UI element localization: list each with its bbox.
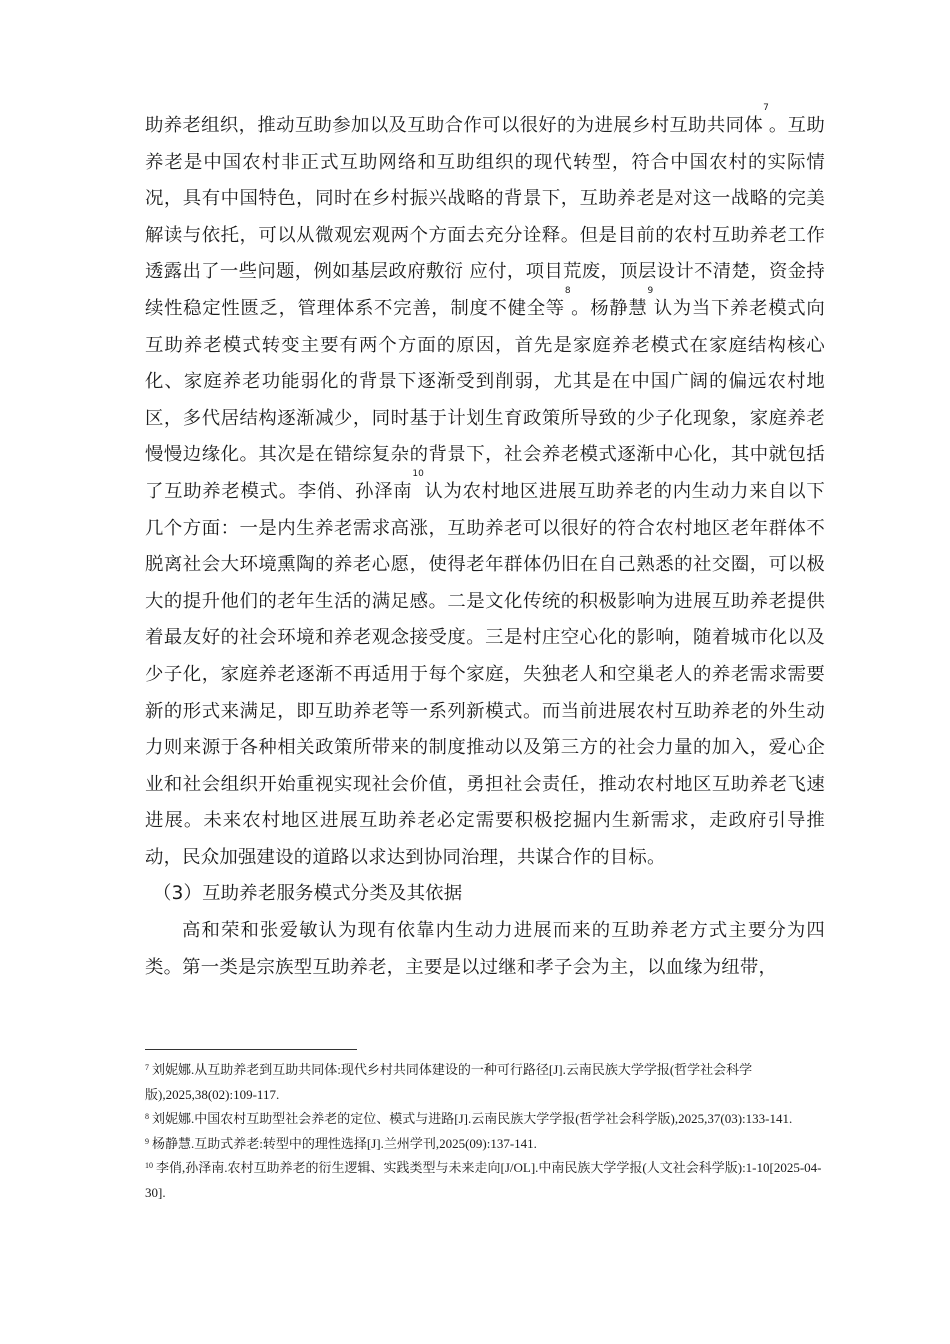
footnote-number: 7 [145, 1063, 149, 1072]
main-text [145, 103, 825, 986]
footnote-number: 9 [145, 1136, 149, 1146]
text-run: 认为农村地区进展互助养老的内生动力来自以下几个方面：一是内生养老需求高涨，互助养老可以很好的符合农村地区老年群体不脱离社会大环境熏陶的养老心愿，使得老年群体仍旧在自己熟悉的社交圈，可以极大的提升他们的老年生活的满足感。二是文化传统的积极影响为进展互助养老提供着最友好的社会环境和养老观念接受度。三是村庄空心化的影响，随着城市化以及少子化，家庭养老逐渐不再适用于每个家庭，失独老人和空巢老人的养老需求需要新的形式来满足，即互助养老等一系列新模式。而当前进展农村互助养老的外生动力则来源于各种相关政策所带来的制度推动以及第三方的社会力量的加入，爱心企业和社会组织开始重视实现社会价值，勇担社会责任，推动农村地区互助养老飞速进展。未来农村地区进展互助养老必定需要积极挖掘内生新需求，走政府引导推动，民众加强建设的道路以求达到协同治理，共谋合作的目标。 [145, 480, 825, 868]
text-run: 。杨静慧 [570, 297, 648, 319]
footnote-7 [145, 1058, 825, 1107]
footnote-ref-8[interactable]: 8 [564, 285, 571, 296]
footnote-ref-10[interactable]: 10 [412, 468, 424, 479]
footnote-9 [145, 1132, 825, 1157]
footnotes [145, 1058, 825, 1205]
footnote-ref-7[interactable]: 7 [763, 103, 769, 113]
section-heading: （3）互助养老服务模式分类及其依据 [153, 883, 463, 905]
footnote-number: 10 [145, 1161, 153, 1170]
footnote-ref-9[interactable]: 9 [647, 285, 654, 296]
footnote-text: 刘妮娜.中国农村互助型社会养老的定位、模式与进路[J].云南民族大学学报(哲学社会科学版),2025,37(03):133-141. [152, 1111, 793, 1126]
footnote-10 [145, 1156, 825, 1205]
footnote-separator [145, 1049, 357, 1050]
footnote-number: 8 [145, 1112, 149, 1121]
text-run: 认为当下养老模式向互助养老模式转变主要有两个方面的原因，首先是家庭养老模式在家庭结构核心化、家庭养老功能弱化的背景下逐渐受到削弱，尤其是在中国广阔的偏远农村地区，多代居结构逐渐减少，同时基于计划生育政策所导致的少子化现象，家庭养老慢慢边缘化。其次是在错综复杂的背景下，社会养老模式逐渐中心化，其中就包括了互助养老模式。李俏、孙泽南 [145, 297, 825, 502]
text-run: 。互助养老是中国农村非正式互助网络和互助组织的现代转型，符合中国农村的实际情况，具有中国特色，同时在乡村振兴战略的背景下，互助养老是对这一战略的完美解读与依托，可以从微观宏观两个方面去充分诠释。但是目前的农村互助养老工作透露出了一些问题，例如基层政府敷衍 应付，项目荒废，顶层设计不清楚，资金持续性稳定性匮乏，管理体系不完善，制度不健全等 [145, 115, 825, 319]
paragraph: 高和荣和张爱敏认为现有依靠内生动力进展而来的互助养老方式主要分为四类。第一类是宗族型互助养老，主要是以过继和孝子会为主，以血缘为纽带， [145, 920, 825, 978]
text-run: 助养老组织，推动互助参加以及互助合作可以很好的为进展乡村互助共同体 [145, 115, 764, 136]
footnote-text: 刘妮娜.从互助养老到互助共同体:现代乡村共同体建设的一种可行路径[J].云南民族大学学报(哲学社会科学版),2025,38(02):109-117. [145, 1062, 753, 1102]
paragraph [145, 103, 825, 876]
footnote-8 [145, 1107, 825, 1132]
footnote-text: 李俏,孙泽南.农村互助养老的衍生逻辑、实践类型与未来走向[J/OL].中南民族大学学报(人文社会科学版):1-10[2025-04-30]. [145, 1160, 822, 1200]
footnote-text: 杨静慧.互助式养老:转型中的理性选择[J].兰州学刊,2025(09):137-141. [152, 1135, 537, 1151]
